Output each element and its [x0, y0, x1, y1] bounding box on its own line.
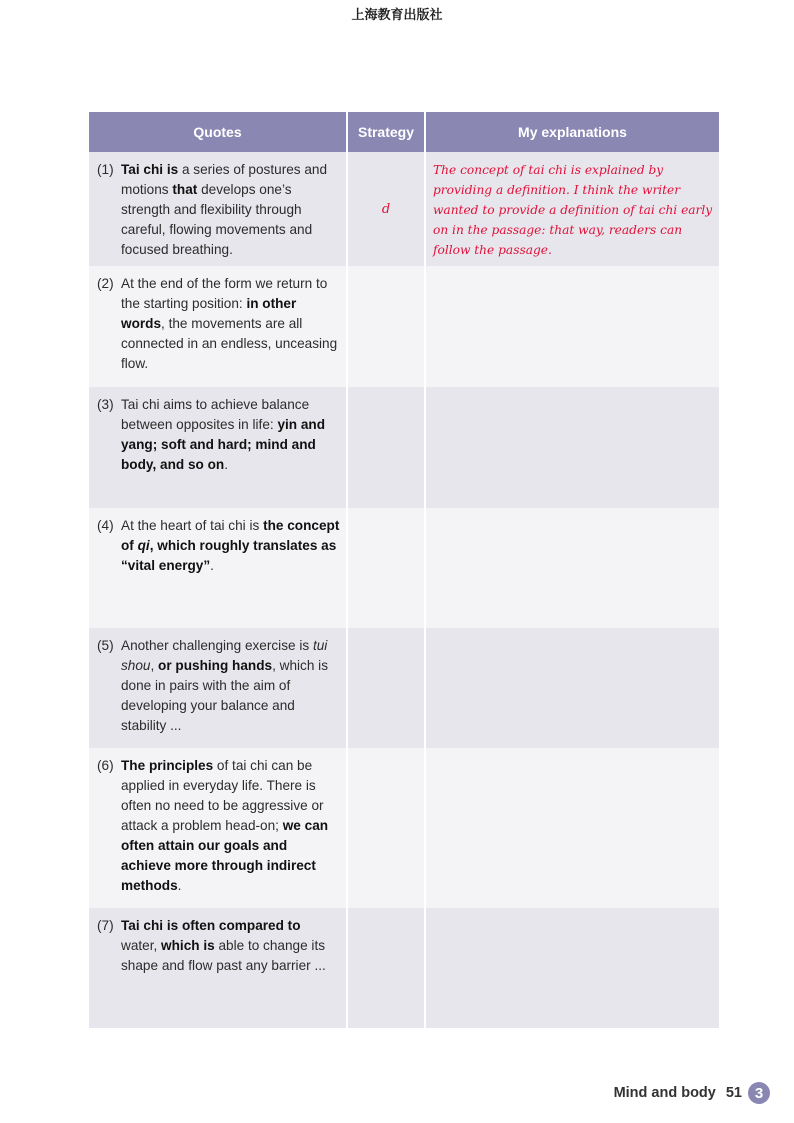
explanation-text [426, 628, 719, 636]
quote-text [121, 756, 340, 896]
quote-emphasis: The principles [121, 758, 214, 773]
strategy-cell [347, 628, 425, 748]
quote-emphasis: that [172, 182, 198, 197]
explanation-text [426, 508, 719, 516]
explanation-cell [425, 152, 719, 266]
quotes-table [89, 112, 719, 1028]
table-row [89, 152, 719, 266]
explanation-cell [425, 387, 719, 508]
table-header-row [89, 112, 719, 152]
explanation-text [426, 266, 719, 274]
quote-emphasis: Tai chi is often compared to [121, 918, 301, 933]
quote-segment: , which is done in pairs with the aim of developing your balance and stability ... [121, 658, 328, 733]
quote-segment: of tai chi can be applied in everyday life. There is often no need to be aggressive or attack a problem head-on; [121, 758, 324, 833]
quote-emphasis: the concept of [121, 518, 340, 553]
table-row [89, 387, 719, 508]
explanation-cell [425, 628, 719, 748]
strategy-cell [347, 266, 425, 387]
quote-segment: At the end of the form we return to the starting position: [121, 276, 328, 311]
quote-cell [89, 152, 347, 266]
explanation-cell [425, 908, 719, 1028]
explanation-text [426, 748, 719, 756]
quote-emphasis: qi [137, 538, 150, 553]
explanation-cell [425, 508, 719, 628]
quote-text [121, 395, 340, 475]
quote-segment: able to change its shape and flow past any barrier ... [121, 938, 326, 973]
quote-emphasis: or pushing hands [158, 658, 273, 673]
quote-cell [89, 628, 347, 748]
quote-number: (4) [97, 518, 114, 533]
table-row [89, 266, 719, 387]
quotes-column-header: Quotes [89, 112, 347, 152]
quote-segment: tui shou [121, 638, 328, 673]
quote-segment: a series of postures and motions [121, 162, 328, 197]
explanation-text [426, 387, 719, 395]
strategy-cell [347, 508, 425, 628]
quote-text [121, 636, 340, 736]
table-row [89, 628, 719, 748]
explanation-cell [425, 266, 719, 387]
quote-text [121, 516, 340, 576]
strategy-answer: d [381, 202, 391, 217]
quote-cell [89, 387, 347, 508]
quote-cell [89, 908, 347, 1028]
quote-segment: . [224, 457, 228, 472]
quote-emphasis: yin and yang; soft and hard; mind and body, and so on [121, 417, 326, 472]
quote-number: (5) [97, 638, 114, 653]
quote-number: (6) [97, 758, 114, 773]
table-row [89, 508, 719, 628]
quote-emphasis: Tai chi is [121, 162, 179, 177]
page-footer [560, 1079, 770, 1107]
quote-number: (2) [97, 276, 114, 291]
quote-cell [89, 748, 347, 908]
strategy-column-header: Strategy [347, 112, 425, 152]
section-title: Mind and body [613, 1085, 716, 1101]
strategy-cell [347, 387, 425, 508]
publisher-header: 上海教育出版社 [351, 8, 443, 23]
quote-text [121, 916, 340, 976]
quote-text [121, 274, 340, 374]
strategy-cell [347, 908, 425, 1028]
quote-emphasis: in other words [121, 296, 297, 331]
quote-segment: . [177, 878, 182, 893]
explanation-text [426, 908, 719, 916]
quote-emphasis: which is [161, 938, 215, 953]
quote-emphasis: we can often attain our goals and achieve more through indirect methods [121, 818, 329, 893]
quote-text [121, 160, 340, 260]
quote-number: (1) [97, 162, 114, 177]
quote-segment: , [150, 658, 159, 673]
table-body [89, 152, 719, 1028]
quote-cell [89, 508, 347, 628]
page-number: 51 [725, 1085, 742, 1101]
explanation-text: The concept of tai chi is explained by providing a definition. I think the writer wanted to provide a definition of tai chi early on in the passage: that way, readers can follow the passage. [433, 163, 713, 257]
strategy-cell [347, 748, 425, 908]
quote-segment: water, [121, 938, 162, 953]
quote-segment: Another challenging exercise is [121, 638, 313, 653]
quote-segment: develops one’s strength and flexibility through careful, flowing movements and focused breathing. [121, 182, 313, 257]
table-row [89, 908, 719, 1028]
strategy-cell [347, 152, 425, 266]
chapter-badge: 3 [748, 1082, 770, 1104]
explanation-cell [425, 748, 719, 908]
quote-cell [89, 266, 347, 387]
explanations-column-header: My explanations [425, 112, 719, 152]
quote-segment: . [210, 558, 214, 573]
quote-number: (3) [97, 397, 114, 412]
quote-segment: At the heart of tai chi is [121, 518, 264, 533]
quote-emphasis: , which roughly translates as “vital energy” [121, 538, 337, 573]
quote-segment: , the movements are all connected in an endless, unceasing flow. [121, 316, 338, 371]
quote-number: (7) [97, 918, 114, 933]
quote-segment: Tai chi aims to achieve balance between opposites in life: [121, 397, 310, 432]
table-row [89, 748, 719, 908]
